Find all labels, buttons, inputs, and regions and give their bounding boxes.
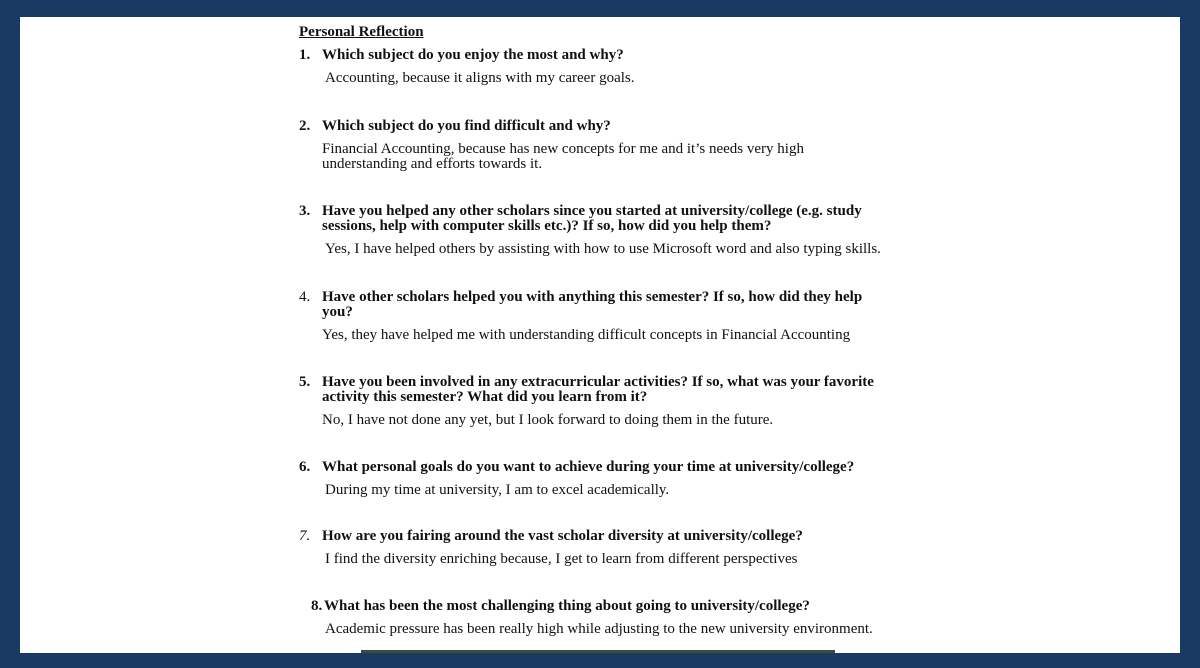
question-text: Which subject do you find difficult and why?	[322, 118, 611, 134]
question-number: 1.	[299, 47, 311, 63]
question-text: Have you been involved in any extracurricular activities? If so, what was your favorite activity this semester? What did you learn from it?	[322, 374, 874, 405]
question-item	[299, 204, 919, 257]
answer-text: Yes, I have helped others by assisting with how to use Microsoft word and also typing skills.	[325, 241, 881, 257]
question-number: 7.	[299, 528, 311, 544]
question-text: How are you fairing around the vast scholar diversity at university/college?	[322, 528, 803, 544]
question-number: 3.	[299, 203, 311, 219]
question-item	[299, 529, 919, 567]
answer-text: Accounting, because it aligns with my career goals.	[325, 70, 635, 86]
answer-text: Yes, they have helped me with understanding difficult concepts in Financial Accounting	[322, 327, 851, 343]
question-text: Which subject do you enjoy the most and why?	[322, 47, 624, 63]
question-item	[311, 599, 931, 637]
question-item	[299, 290, 919, 343]
question-number: 8.	[311, 598, 323, 614]
answer-text: Academic pressure has been really high while adjusting to the new university environment.	[325, 621, 873, 637]
question-text: What personal goals do you want to achieve during your time at university/college?	[322, 459, 855, 475]
question-item	[299, 48, 919, 86]
document-page	[20, 17, 1180, 653]
answer-text: Financial Accounting, because has new concepts for me and it’s needs very high understanding and efforts towards it.	[322, 141, 804, 172]
answer-text: During my time at university, I am to excel academically.	[325, 482, 670, 498]
question-number: 5.	[299, 374, 311, 390]
question-number: 2.	[299, 118, 311, 134]
question-number: 6.	[299, 459, 311, 475]
question-number: 4.	[299, 289, 311, 305]
answer-text: No, I have not done any yet, but I look forward to doing them in the future.	[322, 412, 774, 428]
question-item	[299, 119, 919, 172]
question-item	[299, 460, 919, 498]
page-title: Personal Reflection	[299, 24, 424, 40]
answer-text: I find the diversity enriching because, I get to learn from different perspectives	[325, 551, 798, 567]
question-text: What has been the most challenging thing about going to university/college?	[324, 598, 810, 614]
question-text: Have other scholars helped you with anything this semester? If so, how did they help you?	[322, 289, 863, 320]
question-text: Have you helped any other scholars since you started at university/college (e.g. study sessions, help with computer skills etc.)? If so, how did you help them?	[322, 203, 862, 234]
image-edge	[361, 650, 835, 653]
question-item	[299, 375, 919, 428]
